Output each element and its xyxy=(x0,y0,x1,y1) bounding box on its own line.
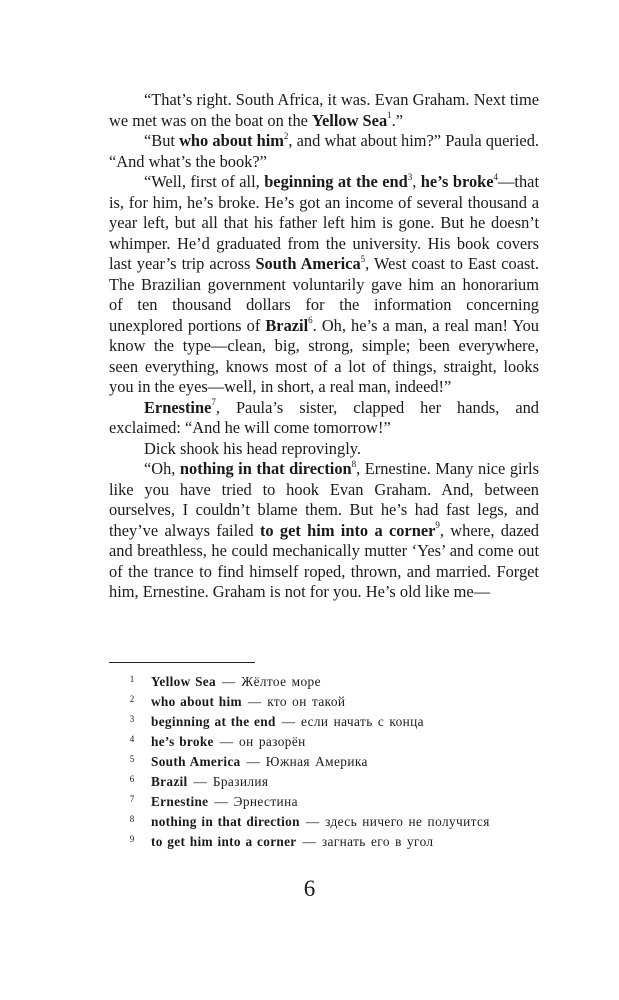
footnote-term: Brazil xyxy=(151,774,188,789)
footnote-item xyxy=(113,812,553,832)
footnote-dash: — xyxy=(246,754,260,769)
glossed-term: who about him xyxy=(179,131,284,150)
footnote-number: 8 xyxy=(129,814,135,824)
footnote-term: Ernestine xyxy=(151,794,209,809)
glossed-term: to get him into a corner xyxy=(259,520,436,540)
paragraph xyxy=(109,398,539,439)
footnote-term: beginning at the end xyxy=(151,714,276,729)
footnote-ref: 5 xyxy=(360,253,366,264)
paragraph xyxy=(109,90,539,131)
footnote-item xyxy=(113,832,553,852)
footnote-dash: — xyxy=(281,714,295,729)
footnote-term: South America xyxy=(151,754,241,769)
footnote-item xyxy=(113,712,553,732)
text-run: , where, dazed and breathless, he could mechanically mutter ‘Yes’ and come out of the trance to find himself roped, thrown, and married. Forget him, Ernestine. Graham is not for you. He’s old like me— xyxy=(109,520,539,601)
footnote-term: he’s broke xyxy=(151,734,214,749)
footnote-translation: Эрнестина xyxy=(233,794,298,809)
text-run: “But xyxy=(144,131,180,150)
footnote-translation: Бразилия xyxy=(212,774,269,789)
glossed-term: beginning at the end xyxy=(264,172,408,191)
text-run: “That’s right. South Africa, it was. Evan Graham. Next time we met was on the boat on the xyxy=(109,90,539,130)
footnote-dash: — xyxy=(221,674,236,689)
footnote-ref: 8 xyxy=(351,458,357,469)
text-run: Dick shook his head reprovingly. xyxy=(144,438,361,458)
footnote-translation: если начать с конца xyxy=(300,714,424,729)
footnote-ref: 4 xyxy=(493,171,499,182)
glossed-term: Yellow Sea xyxy=(312,110,388,130)
footnote-item xyxy=(113,732,553,752)
footnote-translation: Жёлтое море xyxy=(241,674,321,689)
footnote-term: who about him xyxy=(151,694,242,709)
footnote-ref: 2 xyxy=(283,130,289,141)
glossed-term: Ernestine xyxy=(144,397,212,417)
footnote-ref: 6 xyxy=(308,315,313,326)
footnote-number: 3 xyxy=(129,714,135,724)
footnote-divider xyxy=(109,662,255,663)
footnote-dash: — xyxy=(305,814,320,829)
footnote-number: 1 xyxy=(129,674,135,684)
text-run: .” xyxy=(391,110,404,130)
footnote-term: nothing in that direction xyxy=(151,814,300,829)
footnote-item xyxy=(113,692,553,712)
footnote-number: 7 xyxy=(129,794,135,804)
text-run: , Ernestine. Many nice girls like you have tried to hook Evan Graham. And, between ourselves, I couldn’t blame them. But he’s had fast legs, and they’ve always failed xyxy=(109,459,539,540)
text-run: —that is, for him, he’s broke. He’s got an income of several thousand a year left, but all that his father left him is gone. But he doesn’t whimper. He’d graduated from the university. His book covers last year’s trip across xyxy=(109,172,539,273)
footnote-dash: — xyxy=(214,794,228,809)
footnotes xyxy=(113,672,553,852)
text-run: “Well, first of all, xyxy=(144,172,265,191)
footnote-dash: — xyxy=(302,834,316,849)
glossed-term: South America xyxy=(255,254,361,273)
footnote-dash: — xyxy=(193,774,207,789)
footnote-translation: здесь ничего не получится xyxy=(325,814,490,829)
footnote-number: 2 xyxy=(129,694,135,704)
footnote-item xyxy=(113,672,553,692)
paragraph xyxy=(109,131,539,172)
footnote-item xyxy=(113,792,553,812)
footnote-term: to get him into a corner xyxy=(151,834,297,849)
text-run: , West coast to East coast. The Brazilian government voluntarily gave him an honorarium of ten thousand dollars for the information concerning unexplored portions of xyxy=(109,254,539,335)
footnote-ref: 1 xyxy=(387,110,392,121)
footnote-ref: 9 xyxy=(435,520,440,531)
footnote-number: 5 xyxy=(129,754,135,764)
footnote-translation: загнать его в угол xyxy=(321,834,434,849)
footnote-number: 4 xyxy=(129,734,135,744)
footnote-item xyxy=(113,772,553,792)
footnote-translation: он разорён xyxy=(239,734,306,749)
footnote-ref: 7 xyxy=(211,397,216,408)
glossed-term: he’s broke xyxy=(420,172,494,191)
footnote-translation: кто он такой xyxy=(267,694,346,709)
footnote-dash: — xyxy=(219,734,234,749)
paragraph xyxy=(109,172,539,398)
text-run: , Paula’s sister, clapped her hands, and exclaimed: “And he will come tomorrow!” xyxy=(109,397,539,437)
footnote-item xyxy=(113,752,553,772)
paragraph xyxy=(109,459,539,603)
page-number: 6 xyxy=(303,876,316,901)
text-run: , and what about him?” Paula queried. “And what’s the book?” xyxy=(109,131,539,171)
footnote-number: 6 xyxy=(129,774,135,784)
footnote-dash: — xyxy=(247,694,262,709)
glossed-term: Brazil xyxy=(265,315,309,335)
footnote-term: Yellow Sea xyxy=(151,674,216,689)
body-text xyxy=(109,90,539,603)
footnote-translation: Южная Америка xyxy=(265,754,368,769)
text-run: “Oh, xyxy=(144,459,180,478)
text-run: , xyxy=(412,172,421,191)
paragraph xyxy=(109,439,539,460)
footnote-number: 9 xyxy=(129,834,135,844)
glossed-term: nothing in that direction xyxy=(179,459,352,478)
footnote-ref: 3 xyxy=(407,171,413,182)
text-run: . Oh, he’s a man, a real man! You know the type—clean, big, strong, simple; been everywhere, seen everything, knows most of a lot of things, straight, looks you in the eyes—well, in short, a real man, indeed!” xyxy=(109,315,540,396)
